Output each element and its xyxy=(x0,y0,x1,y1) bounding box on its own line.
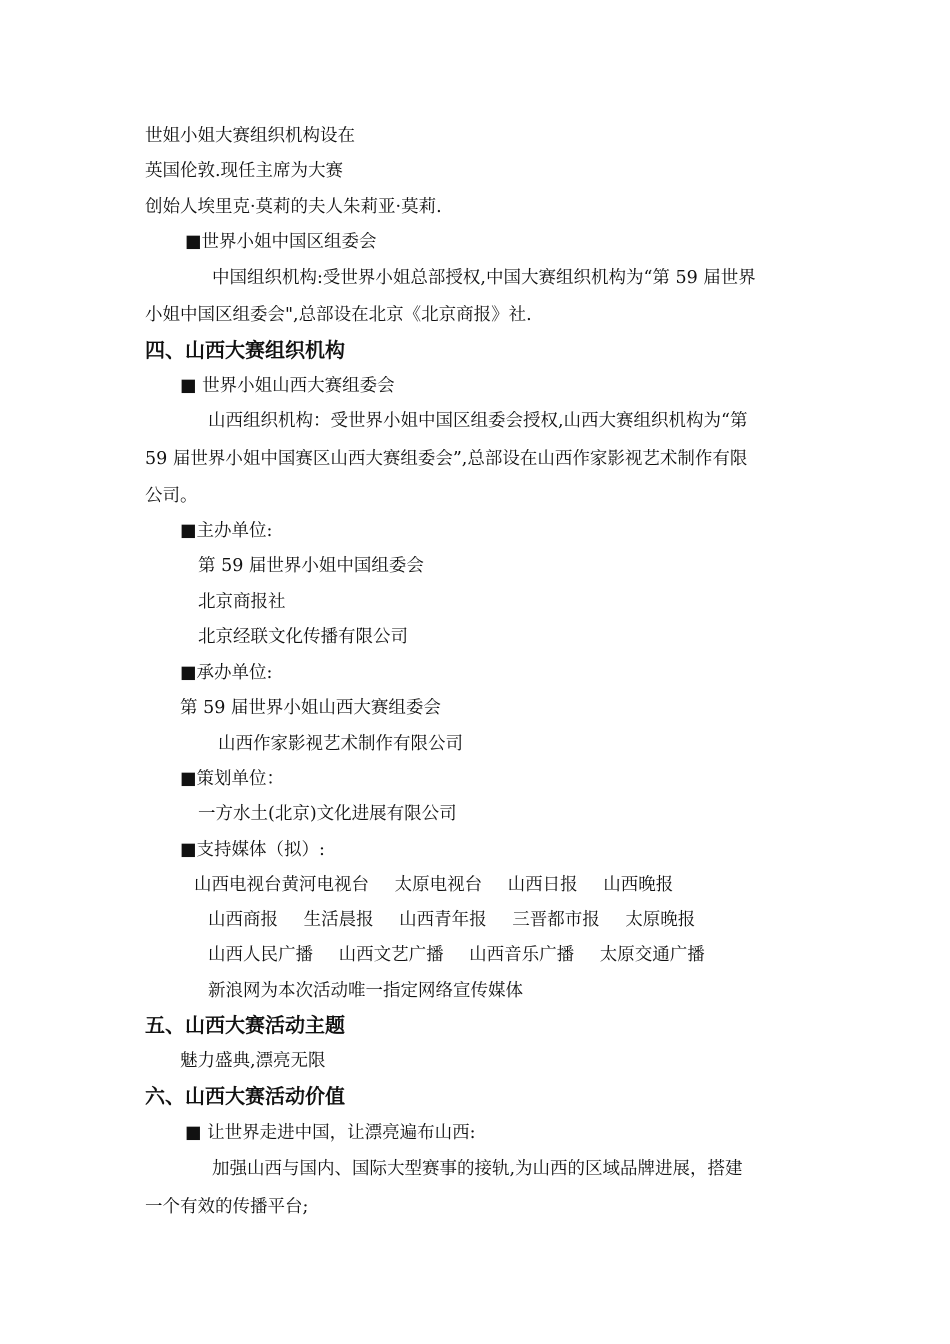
organizer-item-2: 山西作家影视艺术制作有限公司 xyxy=(218,734,463,754)
media-item: 山西人民广播 xyxy=(208,945,313,965)
planner-item: 一方水土(北京)文化进展有限公司 xyxy=(198,804,457,824)
section-4-heading: 四、山西大赛组织机构 xyxy=(145,338,345,362)
shanxi-committee-title: ■ 世界小姐山西大赛组委会 xyxy=(180,376,395,396)
media-item: 山西晚报 xyxy=(603,875,674,895)
shanxi-org-line-3: 公司。 xyxy=(145,486,198,506)
host-item: 北京商报社 xyxy=(198,592,286,612)
media-item: 太原电视台 xyxy=(394,875,483,895)
media-note: 新浪网为本次活动唯一指定网络宣传媒体 xyxy=(208,981,523,1001)
planner-title: ■策划单位： xyxy=(180,769,285,789)
shanxi-org-line-1: 山西组织机构：受世界小姐中国区组委会授权,山西大赛组织机构为“第 xyxy=(208,411,748,431)
intro-line-1: 世姐小姐大赛组织机构设在 xyxy=(145,126,355,146)
intro-line-3: 创始人埃里克·莫莉的夫人朱莉亚·莫莉. xyxy=(145,197,442,217)
intro-line-2: 英国伦敦.现任主席为大赛 xyxy=(145,161,344,181)
china-committee-line-1: 中国组织机构:受世界小姐总部授权,中国大赛组织机构为“第 59 届世界 xyxy=(212,268,756,288)
media-item: 太原交通广播 xyxy=(599,945,705,965)
value-line-2: 一个有效的传播平台; xyxy=(145,1197,309,1217)
host-title: ■主办单位: xyxy=(180,521,273,541)
media-row-1 xyxy=(194,873,673,897)
organizer-item-1: 第 59 届世界小姐山西大赛组委会 xyxy=(180,698,441,718)
organizer-title: ■承办单位: xyxy=(180,663,273,683)
value-point-title: ■ 让世界走进中国，让漂亮遍布山西: xyxy=(185,1123,476,1143)
section-6-heading: 六、山西大赛活动价值 xyxy=(145,1084,345,1108)
media-item: 山西商报 xyxy=(208,910,278,930)
media-item: 三晋都市报 xyxy=(512,910,600,930)
china-committee-line-2: 小姐中国区组委会",总部设在北京《北京商报》社. xyxy=(145,305,532,325)
media-item: 山西日报 xyxy=(507,875,578,895)
media-item: 山西电视台黄河电视台 xyxy=(194,875,369,895)
shanxi-org-line-2: 59 届世界小姐中国赛区山西大赛组委会”,总部设在山西作家影视艺术制作有限 xyxy=(145,449,748,469)
media-row-3 xyxy=(208,943,705,967)
media-item: 山西音乐广播 xyxy=(469,945,575,965)
host-item: 第 59 届世界小姐中国组委会 xyxy=(198,556,424,576)
section-5-heading: 五、山西大赛活动主题 xyxy=(145,1013,345,1037)
media-item: 山西青年报 xyxy=(399,910,487,930)
media-item: 太原晚报 xyxy=(625,910,696,930)
value-line-1: 加强山西与国内、国际大型赛事的接轨,为山西的区域品牌进展，搭建 xyxy=(212,1159,743,1179)
media-title: ■支持媒体（拟）: xyxy=(180,840,325,860)
media-item: 山西文艺广播 xyxy=(338,945,444,965)
media-row-2 xyxy=(208,908,695,932)
media-item: 生活晨报 xyxy=(303,910,374,930)
china-committee-title: ■世界小姐中国区组委会 xyxy=(185,232,377,252)
theme-text: 魅力盛典,漂亮无限 xyxy=(180,1051,326,1071)
host-item: 北京经联文化传播有限公司 xyxy=(198,627,408,647)
